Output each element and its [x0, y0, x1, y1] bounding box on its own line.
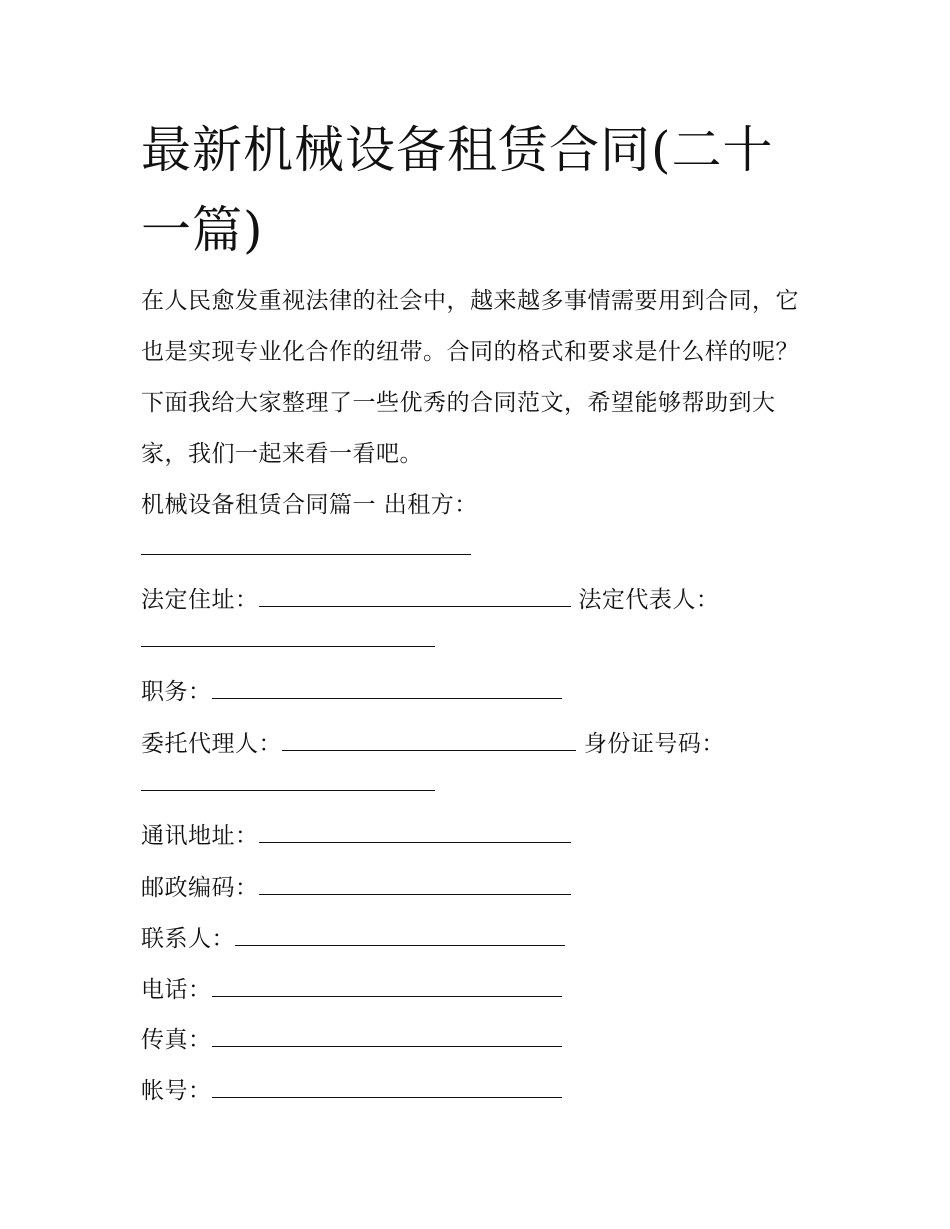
phone-blank[interactable] [212, 972, 562, 997]
agent-blank[interactable] [282, 726, 576, 751]
contact-line [141, 921, 565, 956]
legal-address-blank[interactable] [259, 582, 571, 607]
mail-address-blank[interactable] [259, 818, 571, 843]
legal-address-line [141, 582, 719, 617]
agent-line [141, 726, 725, 761]
postcode-line [141, 870, 571, 905]
contact-label: 联系人： [141, 926, 235, 952]
postcode-label: 邮政编码： [141, 875, 259, 901]
phone-label: 电话： [141, 977, 212, 1003]
lessor-name-line [141, 530, 471, 565]
section-heading-line [141, 488, 478, 522]
position-blank[interactable] [212, 674, 562, 699]
account-label: 帐号： [141, 1078, 212, 1104]
legal-rep-blank[interactable] [141, 622, 435, 647]
legal-rep-label: 法定代表人： [578, 587, 720, 613]
agent-label: 委托代理人： [141, 731, 282, 757]
intro-paragraph: 在人民愈发重视法律的社会中，越来越多事情需要用到合同，它也是实现专业化合作的纽带。合同的格式和要求是什么样的呢？下面我给大家整理了一些优秀的合同范文，希望能够帮助到大家，我们一起来看一看吧。 [141, 288, 799, 467]
legal-address-label: 法定住址： [141, 587, 259, 613]
account-blank[interactable] [212, 1073, 562, 1098]
fax-blank[interactable] [212, 1022, 562, 1047]
phone-line [141, 972, 562, 1007]
section-heading: 机械设备租赁合同篇一 出租方： [141, 492, 478, 518]
legal-rep-blank-line [141, 622, 435, 657]
contact-blank[interactable] [235, 921, 565, 946]
mail-address-label: 通讯地址： [141, 823, 259, 849]
fax-line [141, 1022, 562, 1057]
lessor-name-blank[interactable] [141, 530, 471, 555]
id-number-label: 身份证号码： [583, 731, 725, 757]
id-number-blank[interactable] [141, 766, 435, 791]
postcode-blank[interactable] [259, 870, 571, 895]
mail-address-line [141, 818, 571, 853]
id-number-blank-line [141, 766, 435, 801]
document-title: 最新机械设备租赁合同(二十一篇) [141, 121, 774, 259]
position-line [141, 674, 562, 709]
fax-label: 传真： [141, 1027, 212, 1053]
account-line [141, 1073, 562, 1108]
position-label: 职务： [141, 679, 212, 705]
